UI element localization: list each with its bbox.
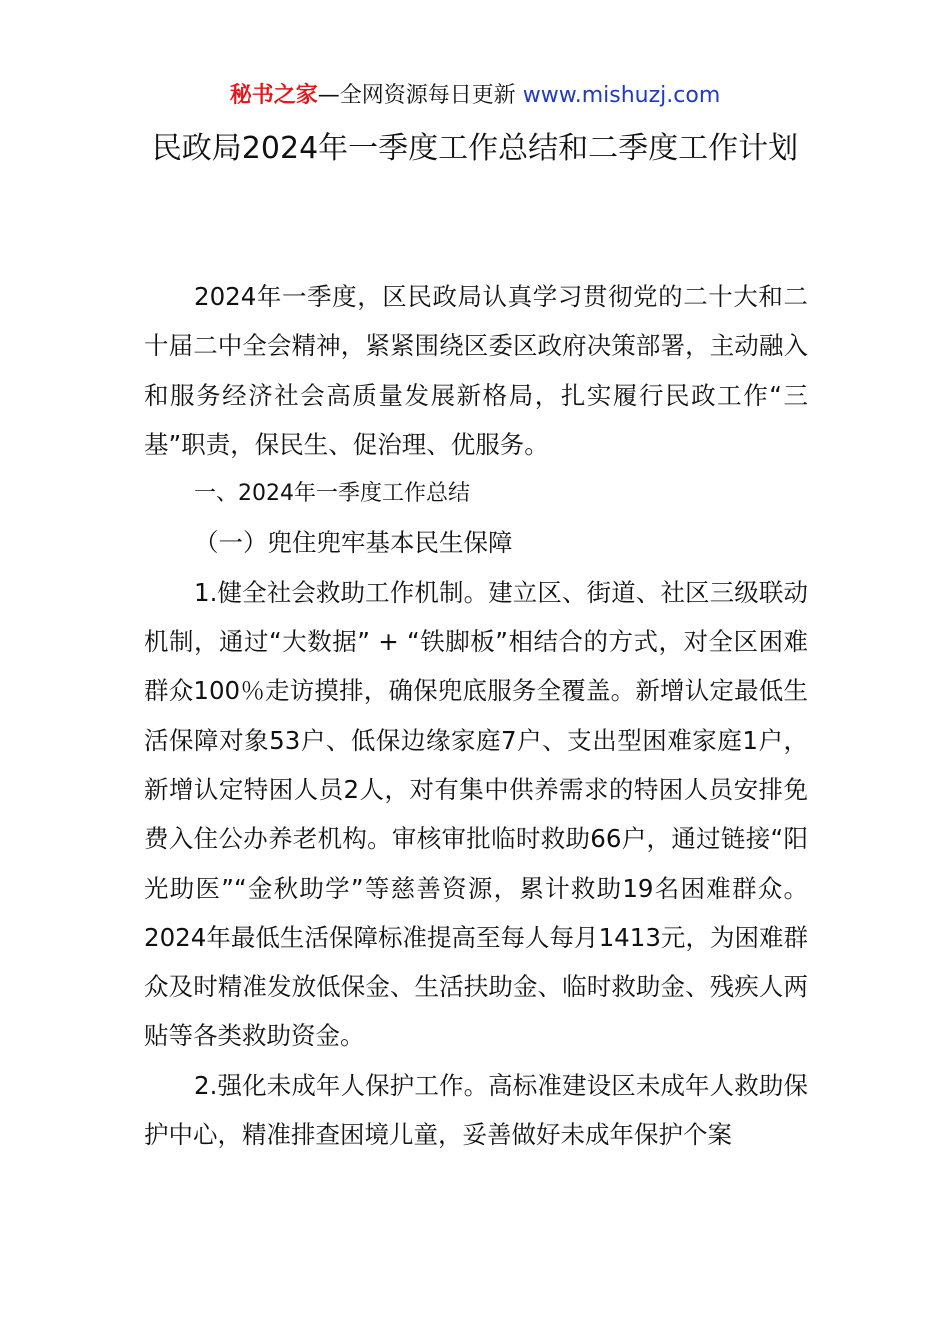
intro-paragraph: 2024年一季度，区民政局认真学习贯彻党的二十大和二十届二中全会精神，紧紧围绕区委区政府决策部署，主动融入和服务经济社会高质量发展新格局，扎实履行民政工作“三基”职责，保民生、促治理、优服务。 <box>144 282 808 459</box>
body-paragraph: 2.强化未成年人保护工作。高标准建设区未成年人救助保护中心，精准排查困境儿童，妥善做好未成年保护个案 <box>144 1070 808 1150</box>
site-url-link[interactable]: www.mishuzj.com <box>522 83 721 108</box>
subsection-heading: （一）兜住兜牢基本民生保障 <box>194 528 513 558</box>
document-body <box>144 272 808 1159</box>
site-brand: 秘书之家 <box>229 83 318 108</box>
site-tagline: —全网资源每日更新 <box>317 83 516 108</box>
document-title: 民政局2024年一季度工作总结和二季度工作计划 <box>151 131 799 166</box>
section-heading: 一、2024年一季度工作总结 <box>194 481 470 507</box>
body-paragraph: 1.健全社会救助工作机制。建立区、街道、社区三级联动机制，通过“大数据” + “铁脚板”相结合的方式，对全区困难群众100％走访摸排，确保兜底服务全覆盖。新增认定最低生活保障对象53户、低保边缘家庭7户、支出型困难家庭1户，新增认定特困人员2人，对有集中供养需求的特困人员安排免费入住公办养老机构。审核审批临时救助66户，通过链接“阳光助医”“金秋助学”等慈善资源，累计救助19名困难群众。2024年最低生活保障标准提高至每人每月1413元，为困难群众及时精准发放低保金、生活扶助金、临时救助金、残疾人两贴等各类救助资金。 <box>144 577 808 1051</box>
site-header <box>0 80 950 112</box>
